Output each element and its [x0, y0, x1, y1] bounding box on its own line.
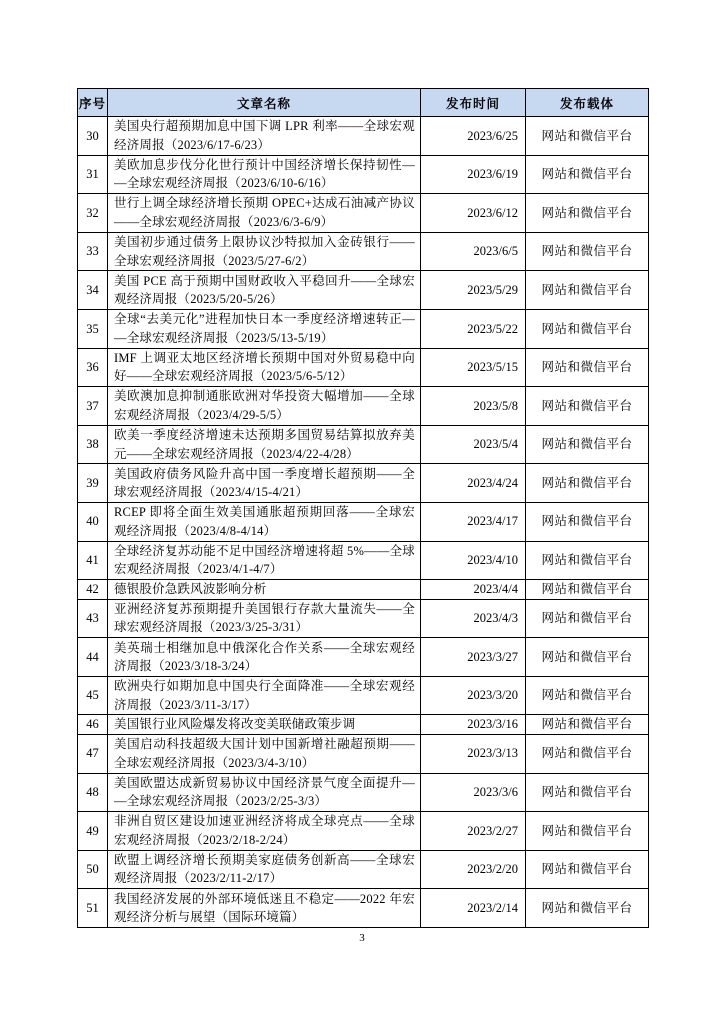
row-title-line: 宏观经济周报（2023/4/1-4/7） — [114, 562, 283, 577]
row-title-line: 欧美一季度经济增速未达预期多国贸易结算拟放弃美 — [114, 428, 415, 443]
row-title-line: —全球宏观经济周报（2023/2/25-3/3） — [114, 794, 328, 809]
table-row — [78, 232, 649, 271]
row-carrier: 网站和微信平台 — [526, 348, 649, 387]
header-carrier: 发布载体 — [526, 89, 649, 117]
row-index: 48 — [78, 773, 108, 812]
header-title: 文章名称 — [108, 89, 421, 117]
table-row — [78, 464, 649, 503]
row-title-line: 观经济分析与展望（国际环境篇） — [114, 910, 305, 925]
header-index: 序号 — [78, 89, 108, 117]
row-title — [108, 194, 421, 233]
row-title — [108, 734, 421, 773]
row-date: 2023/4/24 — [421, 464, 526, 503]
row-index: 41 — [78, 541, 108, 580]
row-title — [108, 271, 421, 310]
row-title — [108, 541, 421, 580]
row-date: 2023/6/12 — [421, 194, 526, 233]
row-carrier: 网站和微信平台 — [526, 715, 649, 735]
row-date: 2023/3/16 — [421, 715, 526, 735]
table-row — [78, 676, 649, 715]
table-row — [78, 425, 649, 464]
row-title-line: 球宏观经济周报（2023/3/25-3/31） — [114, 620, 309, 635]
row-date: 2023/6/25 — [421, 117, 526, 156]
row-carrier: 网站和微信平台 — [526, 117, 649, 156]
row-index: 47 — [78, 734, 108, 773]
row-date: 2023/4/4 — [421, 580, 526, 600]
row-carrier: 网站和微信平台 — [526, 638, 649, 677]
row-date: 2023/2/27 — [421, 812, 526, 851]
row-carrier: 网站和微信平台 — [526, 194, 649, 233]
table-row — [78, 271, 649, 310]
row-title-line: 欧洲央行如期加息中国央行全面降准——全球宏观经 — [114, 679, 415, 694]
row-date: 2023/5/15 — [421, 348, 526, 387]
row-index: 49 — [78, 812, 108, 851]
row-index: 50 — [78, 850, 108, 889]
row-title — [108, 715, 421, 735]
row-title — [108, 348, 421, 387]
row-carrier: 网站和微信平台 — [526, 773, 649, 812]
row-title — [108, 502, 421, 541]
table-row — [78, 117, 649, 156]
row-title-line: 全球宏观经济周报（2023/3/4-3/10） — [114, 755, 315, 770]
row-title-line: 全球经济复苏动能不足中国经济增速将超 5%——全球 — [114, 543, 415, 558]
row-title-line: 球宏观经济周报（2023/4/15-4/21） — [114, 485, 309, 500]
row-index: 33 — [78, 232, 108, 271]
row-date: 2023/4/3 — [421, 599, 526, 638]
row-index: 34 — [78, 271, 108, 310]
table-body — [78, 117, 649, 928]
row-title-line: —全球宏观经济周报（2023/6/10-6/16） — [114, 176, 334, 191]
table-row — [78, 638, 649, 677]
row-title-line: 亚洲经济复苏预期提升美国银行存款大量流失——全 — [114, 601, 415, 616]
row-carrier: 网站和微信平台 — [526, 734, 649, 773]
row-title — [108, 850, 421, 889]
row-index: 39 — [78, 464, 108, 503]
table-row — [78, 715, 649, 735]
row-title — [108, 425, 421, 464]
row-title — [108, 773, 421, 812]
row-date: 2023/5/8 — [421, 387, 526, 426]
table-row — [78, 889, 649, 928]
row-title — [108, 309, 421, 348]
row-carrier: 网站和微信平台 — [526, 812, 649, 851]
row-index: 45 — [78, 676, 108, 715]
row-title-line: 美欧加息步伐分化世行预计中国经济增长保持韧性— — [114, 157, 415, 172]
row-index: 32 — [78, 194, 108, 233]
row-date: 2023/5/22 — [421, 309, 526, 348]
row-title-line: RCEP 即将全面生效美国通胀超预期回落——全球宏 — [114, 505, 415, 520]
row-index: 35 — [78, 309, 108, 348]
row-carrier: 网站和微信平台 — [526, 599, 649, 638]
row-title-line: 经济周报（2023/6/17-6/23） — [114, 137, 271, 152]
row-carrier: 网站和微信平台 — [526, 425, 649, 464]
table-row — [78, 194, 649, 233]
row-index: 42 — [78, 580, 108, 600]
row-carrier: 网站和微信平台 — [526, 502, 649, 541]
page-number: 3 — [359, 932, 365, 944]
row-title-line: 欧盟上调经济增长预期美家庭债务创新高——全球宏 — [114, 852, 415, 867]
table-header — [78, 89, 649, 117]
row-date: 2023/5/4 — [421, 425, 526, 464]
row-title-line: 德银股价急跌风波影响分析 — [114, 582, 267, 597]
row-title-line: 美国政府债务风险升高中国一季度增长超预期——全 — [114, 466, 415, 481]
row-carrier: 网站和微信平台 — [526, 889, 649, 928]
row-title-line: 全球“去美元化”进程加快日本一季度经济增速转正— — [114, 312, 415, 327]
row-title-line: 元——全球宏观经济周报（2023/4/22-4/28） — [114, 446, 359, 461]
row-date: 2023/5/29 — [421, 271, 526, 310]
row-title — [108, 387, 421, 426]
row-title-line: 美国初步通过债务上限协议沙特拟加入金砖银行—— — [114, 235, 415, 250]
header-row — [78, 89, 649, 117]
row-carrier: 网站和微信平台 — [526, 271, 649, 310]
row-index: 44 — [78, 638, 108, 677]
table-row — [78, 734, 649, 773]
row-index: 30 — [78, 117, 108, 156]
table-row — [78, 580, 649, 600]
row-index: 43 — [78, 599, 108, 638]
table-row — [78, 850, 649, 889]
table-row — [78, 541, 649, 580]
row-title — [108, 232, 421, 271]
row-title-line: 宏观经济周报（2023/2/18-2/24） — [114, 832, 296, 847]
table-row — [78, 812, 649, 851]
row-carrier: 网站和微信平台 — [526, 232, 649, 271]
row-index: 46 — [78, 715, 108, 735]
row-title-line: 观经济周报（2023/2/11-2/17） — [114, 871, 283, 886]
table-row — [78, 502, 649, 541]
row-carrier: 网站和微信平台 — [526, 541, 649, 580]
row-title-line: 美国央行超预期加息中国下调 LPR 利率——全球宏观 — [114, 119, 415, 134]
row-title — [108, 599, 421, 638]
row-title — [108, 676, 421, 715]
row-title-line: ——全球宏观经济周报（2023/6/3-6/9） — [114, 214, 334, 229]
row-title — [108, 580, 421, 600]
row-date: 2023/3/20 — [421, 676, 526, 715]
row-title — [108, 464, 421, 503]
row-title-line: 全球宏观经济周报（2023/5/27-6/2） — [114, 253, 315, 268]
row-title-line: 美国启动科技超级大国计划中国新增社融超预期—— — [114, 737, 415, 752]
row-date: 2023/3/13 — [421, 734, 526, 773]
row-index: 37 — [78, 387, 108, 426]
row-carrier: 网站和微信平台 — [526, 155, 649, 194]
row-date: 2023/3/6 — [421, 773, 526, 812]
row-title-line: 观经济周报（2023/5/20-5/26） — [114, 292, 283, 307]
row-title-line: 世行上调全球经济增长预期 OPEC+达成石油减产协议 — [114, 196, 415, 211]
table-row — [78, 348, 649, 387]
row-title — [108, 889, 421, 928]
row-title-line: 观经济周报（2023/4/8-4/14） — [114, 523, 277, 538]
table-row — [78, 773, 649, 812]
row-title-line: 美英瑞士相继加息中俄深化合作关系——全球宏观经 — [114, 640, 415, 655]
row-date: 2023/4/10 — [421, 541, 526, 580]
row-carrier: 网站和微信平台 — [526, 309, 649, 348]
header-date: 发布时间 — [421, 89, 526, 117]
row-date: 2023/3/27 — [421, 638, 526, 677]
row-title-line: 我国经济发展的外部环境低迷且不稳定——2022 年宏 — [114, 891, 415, 906]
table-row — [78, 309, 649, 348]
row-carrier: 网站和微信平台 — [526, 850, 649, 889]
table-row — [78, 599, 649, 638]
row-carrier: 网站和微信平台 — [526, 387, 649, 426]
row-title-line: 美欧澳加息抑制通胀欧洲对华投资大幅增加——全球 — [114, 389, 415, 404]
row-date: 2023/4/17 — [421, 502, 526, 541]
row-title — [108, 812, 421, 851]
row-index: 40 — [78, 502, 108, 541]
row-date: 2023/2/20 — [421, 850, 526, 889]
row-index: 31 — [78, 155, 108, 194]
table-row — [78, 155, 649, 194]
row-carrier: 网站和微信平台 — [526, 464, 649, 503]
row-title-line: 非洲自贸区建设加速亚洲经济将成全球亮点——全球 — [114, 814, 415, 829]
row-date: 2023/6/19 — [421, 155, 526, 194]
publication-table — [77, 88, 649, 928]
row-date: 2023/2/14 — [421, 889, 526, 928]
row-index: 38 — [78, 425, 108, 464]
table-row — [78, 387, 649, 426]
row-title-line: 美国 PCE 高于预期中国财政收入平稳回升——全球宏 — [114, 273, 415, 288]
row-title-line: IMF 上调亚太地区经济增长预期中国对外贸易稳中向 — [114, 350, 415, 365]
row-title — [108, 117, 421, 156]
row-carrier: 网站和微信平台 — [526, 580, 649, 600]
row-title-line: 济周报（2023/3/11-3/17） — [114, 697, 257, 712]
row-title — [108, 155, 421, 194]
row-title-line: 宏观经济周报（2023/4/29-5/5） — [114, 407, 290, 422]
row-title-line: 济周报（2023/3/18-3/24） — [114, 659, 258, 674]
row-title-line: 美国银行业风险爆发将改变美联储政策步调 — [114, 717, 356, 732]
row-index: 51 — [78, 889, 108, 928]
row-date: 2023/6/5 — [421, 232, 526, 271]
row-title — [108, 638, 421, 677]
row-title-line: 好——全球宏观经济周报（2023/5/6-5/12） — [114, 369, 353, 384]
row-index: 36 — [78, 348, 108, 387]
row-carrier: 网站和微信平台 — [526, 676, 649, 715]
row-title-line: 美国欧盟达成新贸易协议中国经济景气度全面提升— — [114, 775, 415, 790]
row-title-line: —全球宏观经济周报（2023/5/13-5/19） — [114, 330, 334, 345]
